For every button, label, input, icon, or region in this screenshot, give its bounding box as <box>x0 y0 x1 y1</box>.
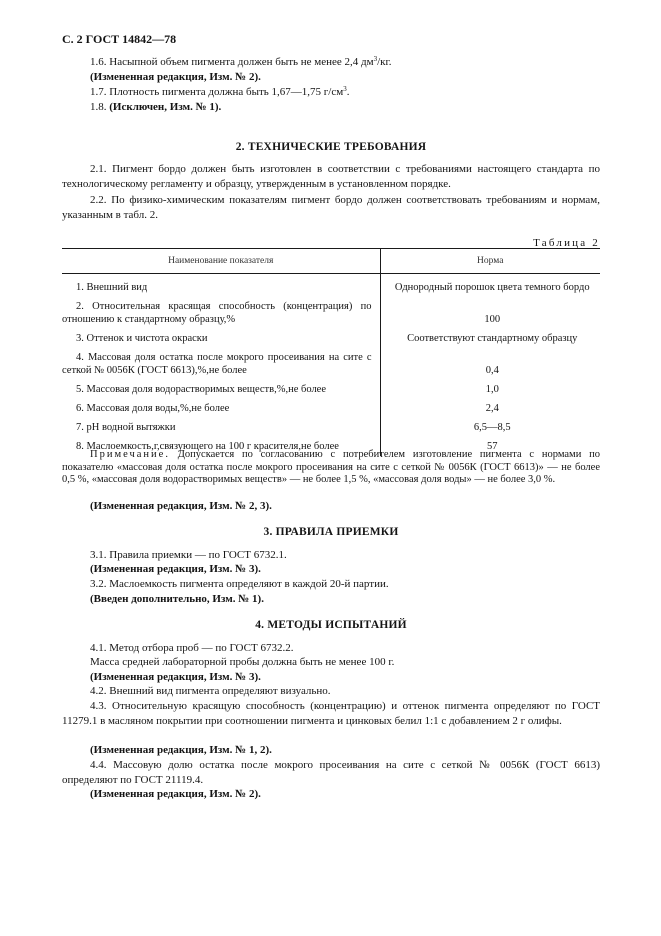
para-1-6: 1.6. Насыпной объем пигмента должен быть не менее 2,4 $дм^3/кг$. <box>90 55 392 68</box>
para-4-4: 4.4. Массовую долю остатка после мокрого просеивания на сите с сеткой № 0056К (ГОСТ 6613) определяют по ГОСТ 21119.4. <box>62 759 600 786</box>
row-value: 0,4 <box>485 365 499 376</box>
row-value: 100 <box>484 314 501 325</box>
row-name: 5. Массовая доля водорастворимых веществ,%,не более <box>76 384 327 395</box>
row-name: 7. pH водной вытяжки <box>76 422 176 433</box>
edition-note-4-3: (Измененная редакция, Изм. № 1, 2). <box>90 744 272 756</box>
para-3-1: 3.1. Правила приемки — по ГОСТ 6732.1. <box>90 549 287 561</box>
section-4-title: 4. МЕТОДЫ ИСПЫТАНИЙ <box>255 619 407 631</box>
table-row <box>62 418 600 437</box>
row-name: 8. Маслоемкость,г,связующего на 100 г красителя,не более <box>76 441 339 452</box>
para-4-2: 4.2. Внешний вид пигмента определяют визуально. <box>90 685 331 697</box>
page-header: С. 2 ГОСТ 14842—78 <box>62 32 177 46</box>
para-2-2: 2.2. По физико-химическим показателям пигмент бордо должен соответствовать требованиям и нормам, указанным в табл. 2. <box>62 194 600 221</box>
edition-note-3-2: (Введен дополнительно, Изм. № 1). <box>90 593 264 605</box>
row-name: 1. Внешний вид <box>76 282 148 293</box>
row-value: 6,5—8,5 <box>473 422 511 433</box>
row-name: 4. Массовая доля остатка после мокрого просеивания на сите с сеткой № 0056К (ГОСТ 6613),%,не более <box>62 352 372 376</box>
para-4-3: 4.3. Относительную красящую способность (концентрацию) и оттенок пигмента определяют по ГОСТ 11279.1 в масляном покрытии при соотношении пигмента и цинковых белил 1:1 с добавлением 2 г олифы. <box>62 700 600 727</box>
para-2-1: 2.1. Пигмент бордо должен быть изготовлен в соответствии с требованиями настоящего стандарта по технологическому регламенту и образцу, утвержденным в установленном порядке. <box>62 163 600 190</box>
edition-note-3-1: (Измененная редакция, Изм. № 3). <box>90 563 261 575</box>
para-1-7: 1.7. Плотность пигмента должна быть 1,67—1,75 $г/см^3$. <box>90 85 350 98</box>
para-4-1: 4.1. Метод отбора проб — по ГОСТ 6732.2. <box>90 642 294 654</box>
table-note <box>62 449 600 487</box>
section-2-title: 2. ТЕХНИЧЕСКИЕ ТРЕБОВАНИЯ <box>235 141 427 153</box>
norms-table <box>62 248 600 456</box>
table-row <box>62 348 600 380</box>
table-row <box>62 329 600 348</box>
edition-note-table: (Измененная редакция, Изм. № 2, 3). <box>90 500 272 512</box>
row-name: 2. Относительная красящая способность (концентрация) по отношению к стандартному образцу,% <box>62 301 372 325</box>
row-value: 2,4 <box>485 403 499 414</box>
table-row <box>62 380 600 399</box>
row-value: Однородный порошок цвета темного бордо <box>394 282 590 293</box>
table-row <box>62 274 600 298</box>
row-value: Соответствуют стандартному образцу <box>407 333 578 344</box>
row-name: 6. Массовая доля воды,%,не более <box>76 403 230 414</box>
table-header-indicator: Наименование показателя <box>62 249 380 274</box>
table-row <box>62 297 600 329</box>
edition-note-1-6: (Измененная редакция, Изм. № 2). <box>90 71 261 83</box>
edition-note-4-4: (Измененная редакция, Изм. № 2). <box>90 788 261 800</box>
para-4-1b: Масса средней лабораторной пробы должна быть не менее 100 г. <box>90 656 395 668</box>
table-header-norm: Норма <box>380 249 600 274</box>
row-name: 3. Оттенок и чистота окраски <box>76 333 208 344</box>
row-value: 57 <box>487 441 498 452</box>
para-1-8: 1.8. (Исключен, Изм. № 1). <box>90 101 222 113</box>
note-label: Примечание. <box>90 449 170 460</box>
section-3-title: 3. ПРАВИЛА ПРИЕМКИ <box>263 526 399 538</box>
note-text: Допускается по согласованию с потребителем изготовление пигмента с нормами по показателю «массовая доля остатка после мокрого просеивания на сите с сеткой № 0056К (ГОСТ 6613)» — не более 0,5 %, «массовая доля водорастворимых веществ» — не более 1,5 %, «массовая доля воды» — не более 3,0 %. <box>62 449 600 485</box>
edition-note-4-1: (Измененная редакция, Изм. № 3). <box>90 671 261 683</box>
para-3-2: 3.2. Маслоемкость пигмента определяют в каждой 20-й партии. <box>90 578 389 590</box>
table-row <box>62 399 600 418</box>
row-value: 1,0 <box>485 384 499 395</box>
table-caption: Таблица 2 <box>533 237 600 249</box>
